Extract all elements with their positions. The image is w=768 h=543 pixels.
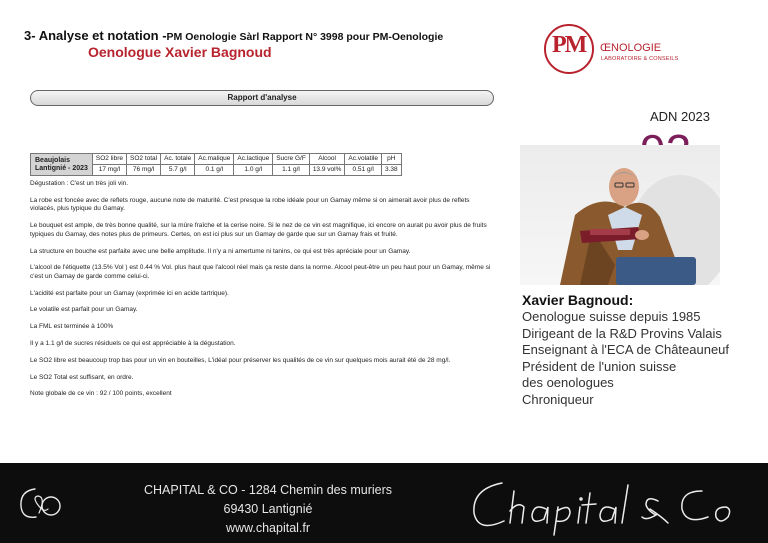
table-value-cell: 0.1 g/l: [195, 165, 234, 176]
logo-name: ŒNOLOGIE: [600, 42, 662, 54]
bio-line: Chroniqueur: [522, 391, 594, 407]
table-header-cell: Ac.volatile: [345, 154, 382, 165]
analysis-header-row: [31, 154, 402, 165]
overall-score-line: Note globale de ce vin : 92 / 100 points, excellent: [30, 390, 172, 398]
analysis-table: [30, 153, 402, 176]
report-title-main: 3- Analyse et notation -: [24, 28, 167, 43]
footer-address-line1: CHAPITAL & CO - 1284 Chemin des muriers: [144, 483, 392, 497]
bio-line: Président de l'union suisse: [522, 358, 677, 374]
table-header-cell: pH: [381, 154, 401, 165]
table-value-cell: 5.7 g/l: [161, 165, 195, 176]
score-label: ADN 2023: [650, 109, 710, 124]
table-value-cell: 0.51 g/l: [345, 165, 382, 176]
table-header-cell: Sucre G/F: [273, 154, 310, 165]
tasting-paragraph: La structure en bouche est parfaite avec une belle amplitude. Il n'y a ni amertume ni tanins, ce qui est très apréciale pour un Gamay.: [30, 247, 411, 255]
bio-line: Enseignant à l'ECA de Châteauneuf: [522, 342, 730, 357]
table-value-cell: 13.9 vol%: [309, 165, 345, 176]
footer: [0, 463, 768, 543]
wine-name: Beaujolais: [35, 156, 71, 164]
footer-address-line2: 69430 Lantignié: [223, 502, 313, 516]
table-header-cell: Ac.lactique: [234, 154, 273, 165]
report-title: [24, 28, 443, 43]
wine-cell: [31, 154, 93, 176]
chapital-monogram-logo: [14, 479, 64, 529]
logo-tagline: LABORATOIRE & CONSEILS: [601, 56, 679, 62]
tasting-paragraph: Le SO2 Total est suffisant, en ordre.: [30, 373, 134, 381]
table-header-cell: SO2 total: [127, 154, 161, 165]
logo-mark: PM: [552, 32, 586, 58]
bio-name: Xavier Bagnoud:: [522, 292, 634, 308]
wine-vintage: Lantignié - 2023: [35, 164, 88, 172]
tasting-paragraph: L'acidité est parfaite pour un Gamay (exprimée ici en acide tartrique).: [30, 289, 229, 297]
table-header-cell: Ac. totale: [161, 154, 195, 165]
tasting-paragraph: Le volatile est parfait pour un Gamay.: [30, 306, 138, 314]
footer-website-link[interactable]: www.chapital.fr: [225, 521, 311, 535]
report-author: Oenologue Xavier Bagnoud: [88, 44, 272, 60]
table-value-cell: 3.38: [381, 165, 401, 176]
bio-line: Oenologue suisse depuis 1985: [522, 309, 701, 324]
tasting-paragraph: L'alcool de l'étiquette (13.5% Vol ) est 0.44 % Vol. plus haut que l'alcool réel mais ça reste dans la norme. Alcool peut-être un peu haut pour un Gamay, même si c'est un Gamay de garde comme celui-ci.: [30, 264, 491, 280]
table-value-cell: 17 mg/l: [92, 165, 126, 176]
table-value-cell: 1.1 g/l: [273, 165, 310, 176]
report-header-bar: Rapport d'analyse: [30, 90, 494, 106]
tasting-paragraph: Le bouquet est ample, de très bonne qualité, sur la mûre fraîche et la cerise noire. Si le nez de ce vin est magnifique, ici encore on aurait pu avoir plus de fruits typiques du Gamay, des notes plus de primeurs. Certes, on est ici plus sur un Gamay de garde que sur un Gamay frais et fruité.: [30, 222, 487, 238]
chapital-signature-logo: [462, 471, 752, 537]
oenologist-photo: [520, 145, 720, 285]
bio-line: des oenologues: [522, 375, 614, 390]
table-value-cell: 76 mg/l: [127, 165, 161, 176]
report-title-sub: PM Oenologie Sàrl Rapport N° 3998 pour PM-Oenologie: [166, 31, 444, 43]
footer-contact: [118, 481, 418, 538]
table-header-cell: SO2 libre: [92, 154, 126, 165]
bio-line: Dirigeant de la R&D Provins Valais: [522, 325, 722, 341]
tasting-paragraph: Le SO2 libre est beaucoup trop bas pour un vin en bouteilles, L'idéal pour préserver les qualités de ce vin sur quelques mois aurait été de 28 mg/l.: [30, 356, 451, 364]
tasting-paragraph: Dégustation : C'est un très joli vin.: [30, 180, 129, 187]
table-header-cell: Alcool: [309, 154, 345, 165]
table-header-cell: Ac.malique: [195, 154, 234, 165]
tasting-paragraph: Il y a 1.1 g/l de sucres résiduels ce qui est appréciable à la dégustation.: [30, 340, 236, 348]
oenologist-photo-illustration: [520, 145, 720, 285]
pm-oenologie-logo: [540, 22, 700, 78]
tasting-paragraph: La robe est foncée avec de reflets rouge, aucune note de maturité. C'est presque la robe idéale pour un Gamay même si on aimerait avoir plus de reflets violacés, plus typique du Gamay.: [30, 196, 470, 213]
tasting-notes: [30, 180, 494, 407]
bio-details: [522, 309, 729, 408]
tasting-paragraph: La FML est terminée à 100%: [30, 323, 114, 331]
table-value-cell: 1.0 g/l: [234, 165, 273, 176]
